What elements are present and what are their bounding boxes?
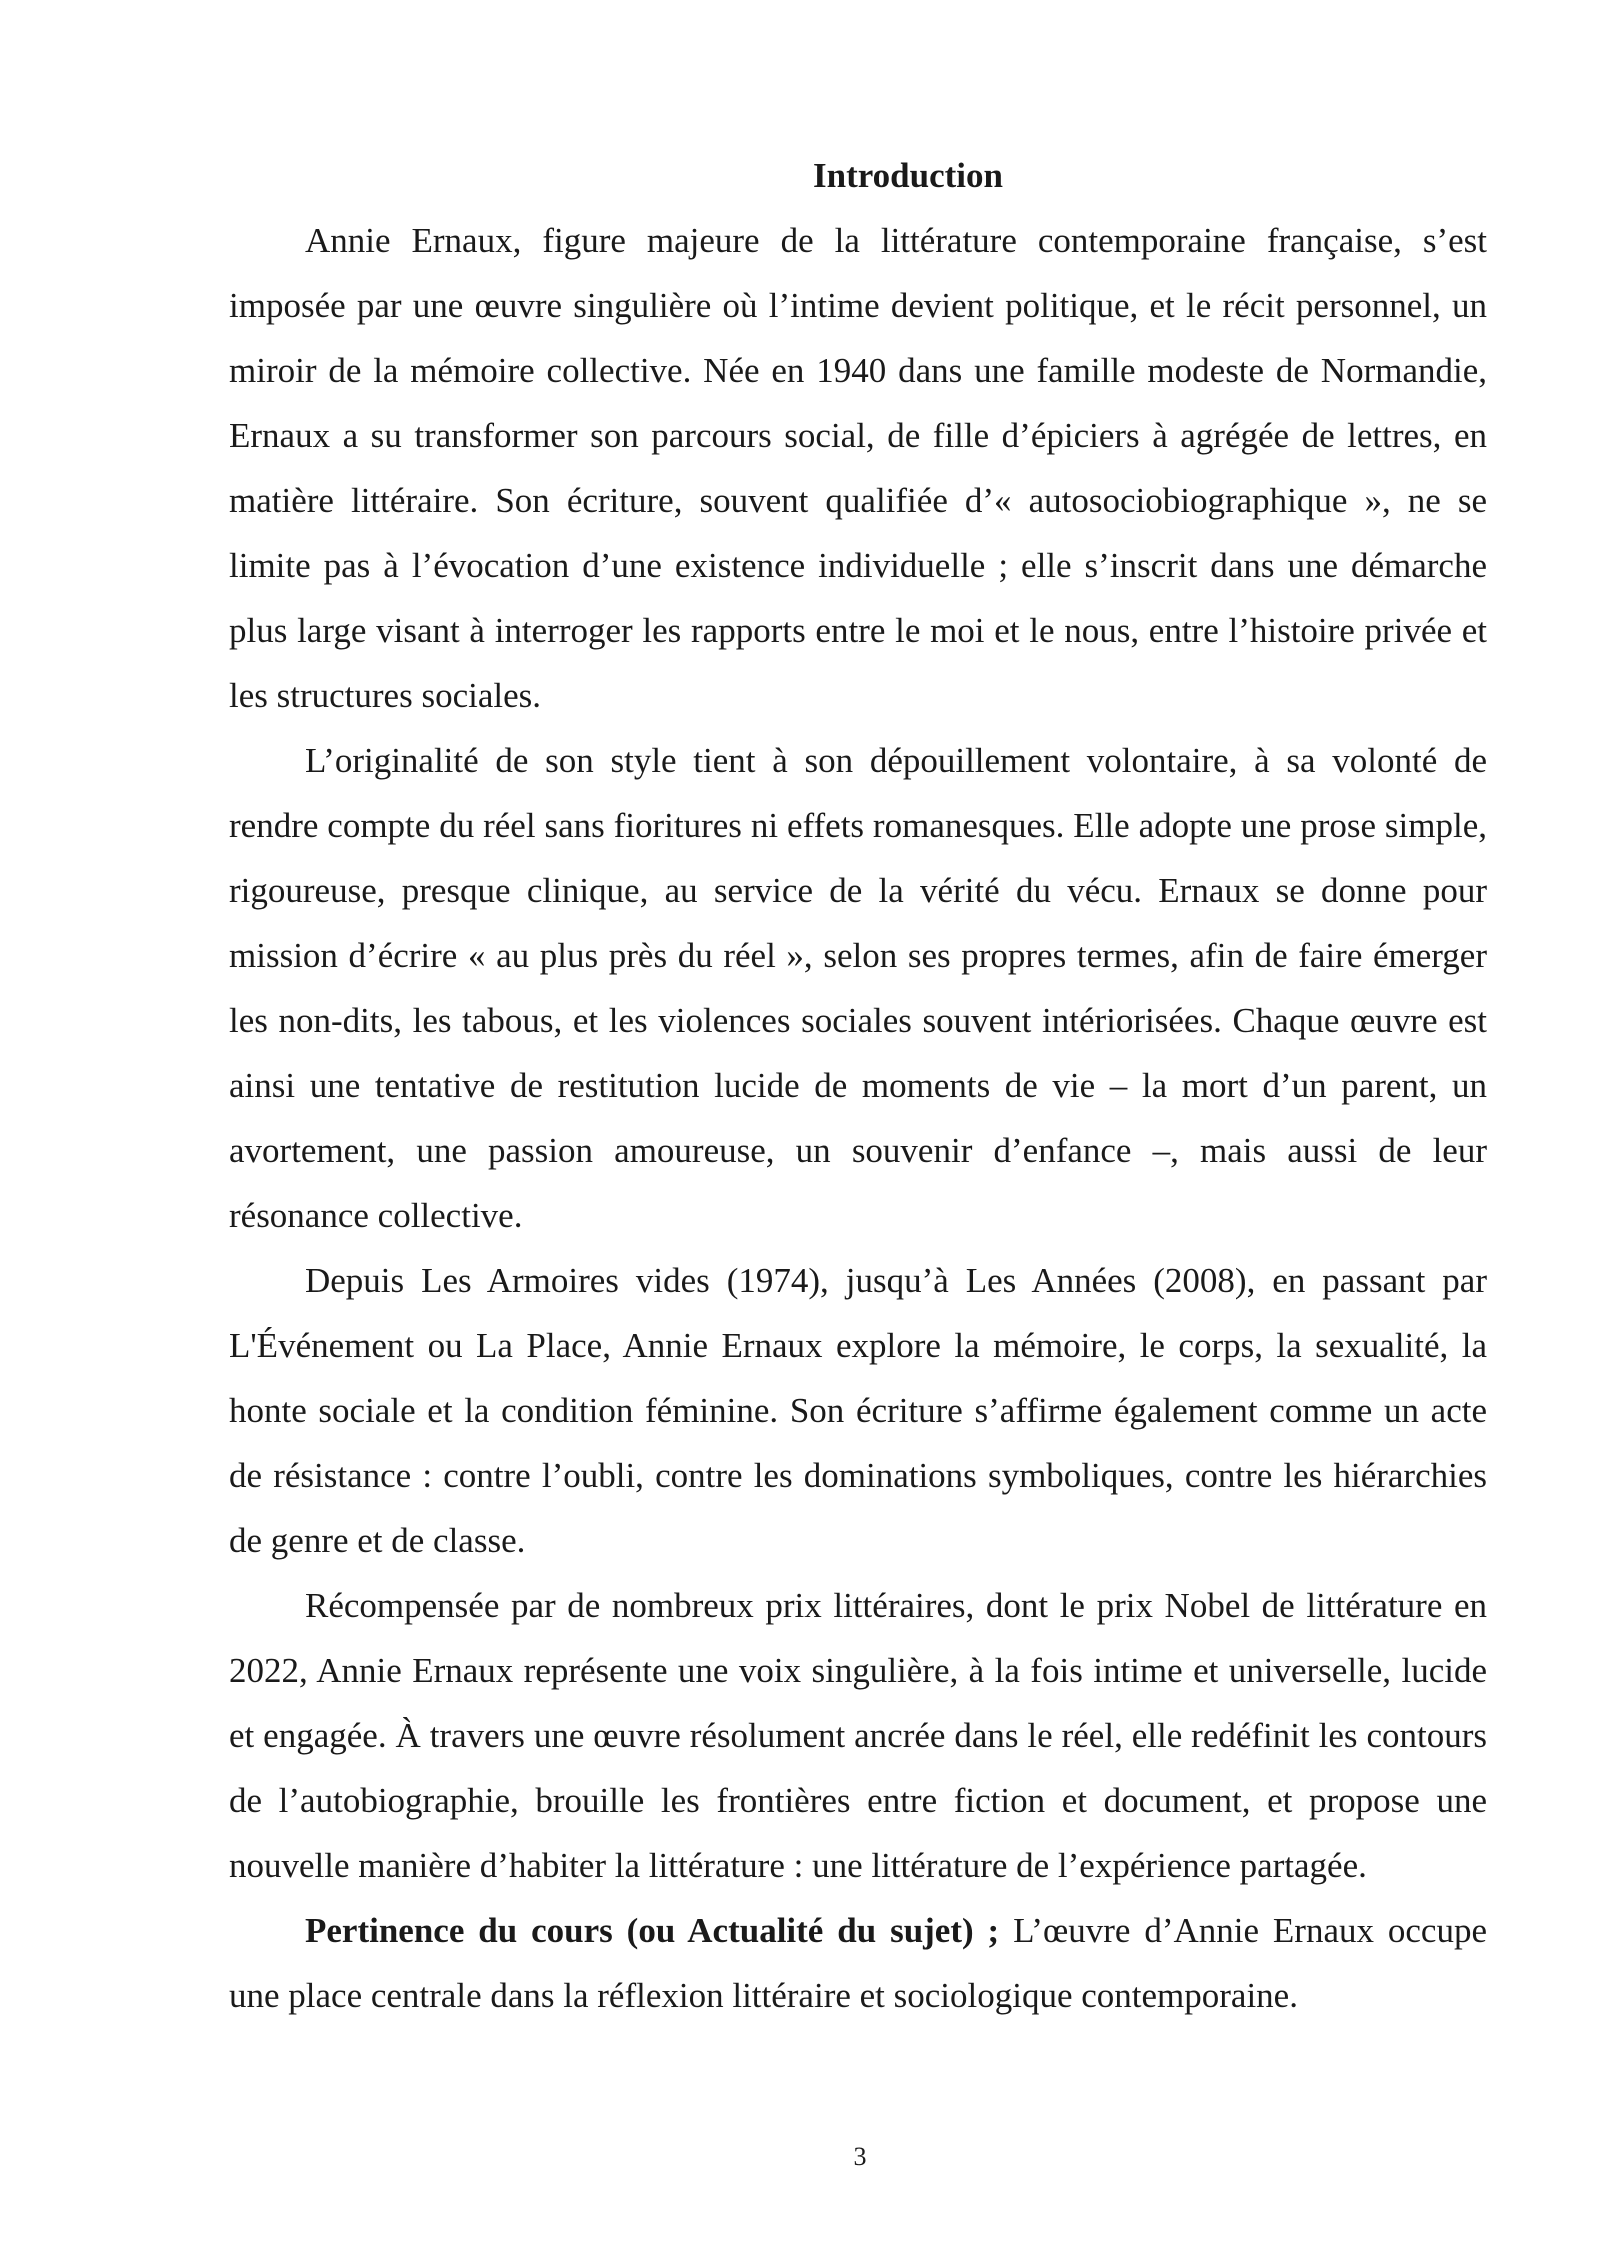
paragraph-style: L’originalité de son style tient à son dépouillement volontaire, à sa volonté de rendre compte du réel sans fioritures ni effets romanesques. Elle adopte une prose simple, rigoureuse, presque clinique, au service de la vérité du vécu. Ernaux se donne pour mission d’écrire « au plus près du réel », selon ses propres termes, afin de faire émerger les non-dits, les tabous, et les violences sociales souvent intériorisées. Chaque œuvre est ainsi une tentative de restitution lucide de moments de vie – la mort d’un parent, un avortement, une passion amoureuse, un souvenir d’enfance –, mais aussi de leur résonance collective.: [229, 741, 1487, 1235]
paragraph-relevance: [229, 1898, 1487, 2028]
paragraph-intro: Annie Ernaux, figure majeure de la littérature contemporaine française, s’est imposée par une œuvre singulière où l’intime devient politique, et le récit personnel, un miroir de la mémoire collective. Née en 1940 dans une famille modeste de Normandie, Ernaux a su transformer son parcours social, de fille d’épiciers à agrégée de lettres, en matière littéraire. Son écriture, souvent qualifiée d’« autosociobiographique », ne se limite pas à l’évocation d’une existence individuelle ; elle s’inscrit dans une démarche plus large visant à interroger les rapports entre le moi et le nous, entre l’histoire privée et les structures sociales.: [229, 221, 1487, 715]
relevance-label: Pertinence du cours (ou Actualité du sujet) ;: [305, 1911, 1000, 1950]
section-heading: Introduction: [813, 156, 1003, 195]
paragraph-nobel: Récompensée par de nombreux prix littéraires, dont le prix Nobel de littérature en 2022, Annie Ernaux représente une voix singulière, à la fois intime et universelle, lucide et engagée. À travers une œuvre résolument ancrée dans le réel, elle redéfinit les contours de l’autobiographie, brouille les frontières entre fiction et document, et propose une nouvelle manière d’habiter la littérature : une littérature de l’expérience partagée.: [229, 1586, 1487, 1885]
page-number: 3: [853, 2142, 867, 2171]
paragraph-works: Depuis Les Armoires vides (1974), jusqu’à Les Années (2008), en passant par L'Événement ou La Place, Annie Ernaux explore la mémoire, le corps, la sexualité, la honte sociale et la condition féminine. Son écriture s’affirme également comme un acte de résistance : contre l’oubli, contre les dominations symboliques, contre les hiérarchies de genre et de classe.: [229, 1261, 1487, 1560]
document-page: [229, 148, 1487, 2028]
relevance-text: L’œuvre d’Annie Ernaux occupe une place centrale dans la réflexion littéraire et sociologique contemporaine.: [229, 1911, 1487, 2015]
